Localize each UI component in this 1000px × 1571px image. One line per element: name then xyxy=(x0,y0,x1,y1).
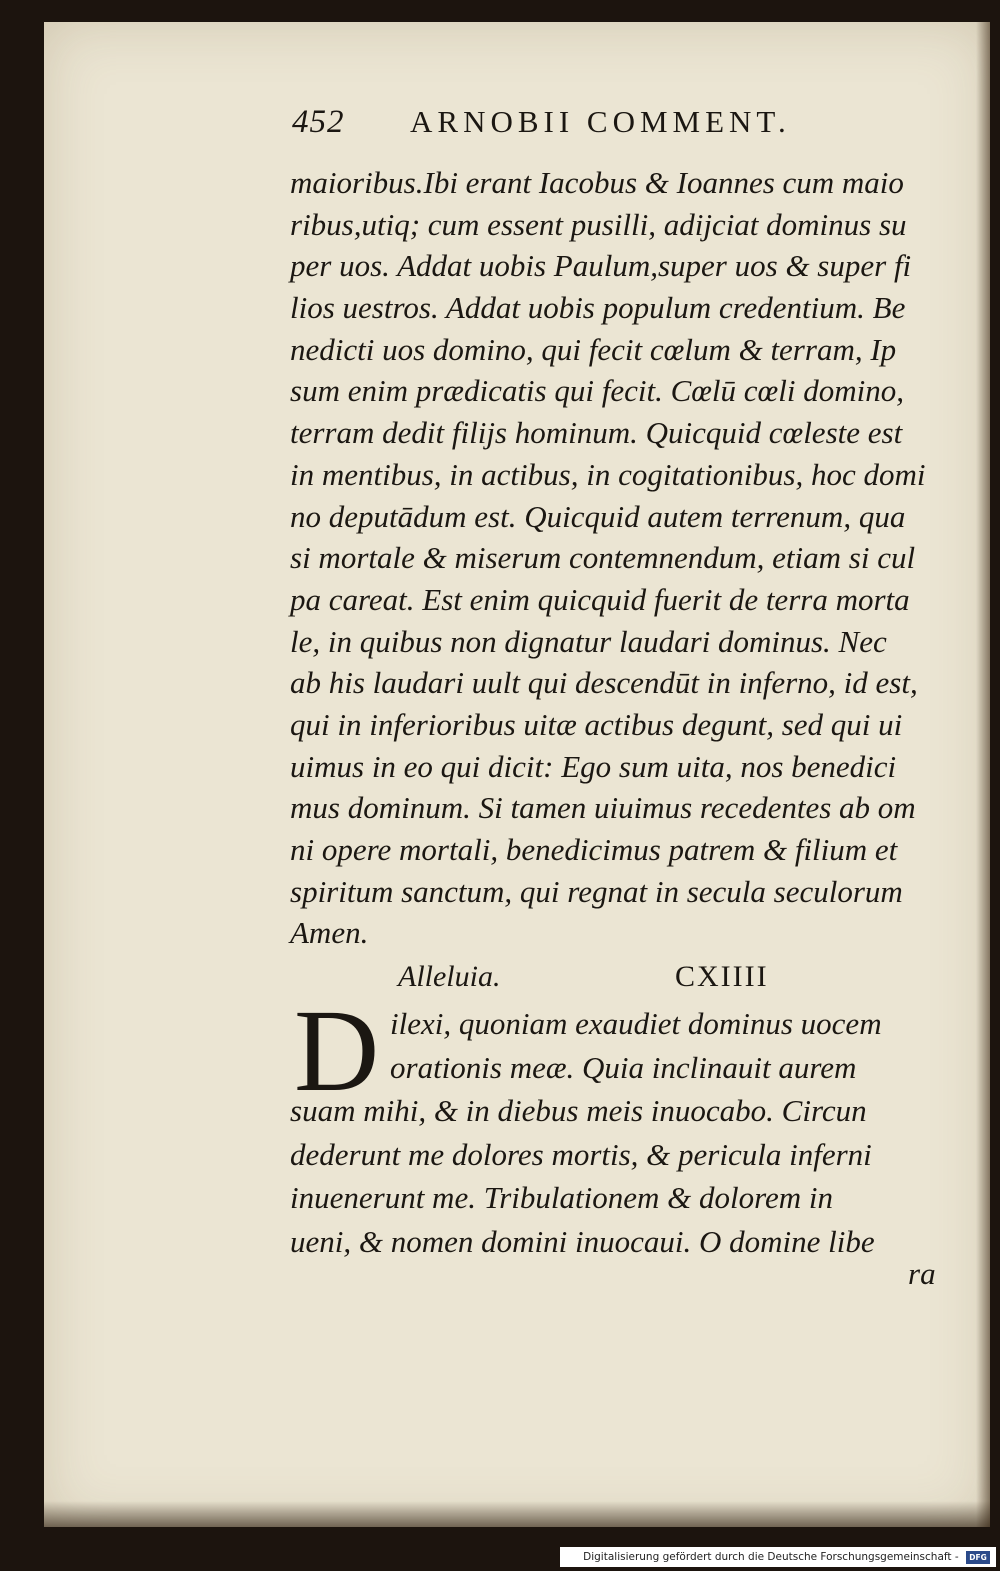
psalm-line: ueni, & nomen domini inuocaui. O domine libe xyxy=(290,1223,875,1259)
text-line: ribus,utiq; cum essent pusilli, adijciat dominus su xyxy=(290,206,907,242)
text-line: ab his laudari uult qui descendūt in inferno, id est, xyxy=(290,665,918,701)
text-line: si mortale & miserum contemnendum, etiam si cul xyxy=(290,540,916,576)
text-line: qui in inferioribus uitæ actibus degunt, sed qui ui xyxy=(290,706,903,742)
text-line: terram dedit filijs hominum. Quicquid cœleste est xyxy=(290,415,903,451)
text-line: pa careat. Est enim quicquid fuerit de terra morta xyxy=(290,581,910,617)
text-line: nedicti uos domino, qui fecit cœlum & terram, Ip xyxy=(290,331,897,367)
page-bottom-shadow xyxy=(44,1501,990,1527)
dfg-logo-icon: DFG xyxy=(966,1551,990,1564)
psalm-heading xyxy=(398,960,878,1002)
text-line: spiritum sanctum, qui regnat in secula seculorum xyxy=(290,873,903,909)
text-line: lios uestros. Addat uobis populum credentium. Be xyxy=(290,290,906,326)
psalm-line: dederunt me dolores mortis, & pericula inferni xyxy=(290,1136,872,1172)
text-line: le, in quibus non dignatur laudari dominus. Nec xyxy=(290,623,887,659)
psalm-line: orationis meæ. Quia inclinauit aurem xyxy=(390,1049,857,1085)
running-title: ARNOBII COMMENT. xyxy=(410,104,791,139)
text-line: no deputādum est. Quicquid autem terrenum, qua xyxy=(290,498,906,534)
commentary-text xyxy=(290,162,930,954)
text-line: ni opere mortali, benedicimus patrem & filium et xyxy=(290,832,898,867)
page-gutter-shadow xyxy=(976,22,990,1527)
drop-cap-initial: D xyxy=(294,985,380,1116)
footer-credit: Digitalisierung gefördert durch die Deutsche Forschungsgemeinschaft - xyxy=(583,1551,959,1563)
psalm-alleluia: Alleluia. xyxy=(398,960,501,993)
psalm-line: suam mihi, & in diebus meis inuocabo. Circun xyxy=(290,1093,867,1128)
text-line: Amen. xyxy=(290,915,369,951)
text-line: mus dominum. Si tamen uiuimus recedentes ab om xyxy=(290,790,916,826)
psalm-number: CXIIII xyxy=(675,960,769,993)
text-line: sum enim prædicatis qui fecit. Cœlū cœli domino, xyxy=(290,373,904,409)
running-head xyxy=(292,100,912,150)
page-number: 452 xyxy=(292,104,345,140)
catchword: ra xyxy=(908,1256,936,1291)
digitization-footer xyxy=(560,1547,996,1567)
text-line: maioribus.Ibi erant Iacobus & Ioannes cum maio xyxy=(290,165,904,200)
psalm-text xyxy=(290,1002,930,1263)
psalm-line: ilexi, quoniam exaudiet dominus uocem xyxy=(390,1006,882,1041)
text-line: per uos. Addat uobis Paulum,super uos & super fi xyxy=(290,248,912,284)
text-line: in mentibus, in actibus, in cogitationibus, hoc domi xyxy=(290,456,926,492)
psalm-line: inuenerunt me. Tribulationem & dolorem in xyxy=(290,1180,834,1215)
text-line: uimus in eo qui dicit: Ego sum uita, nos benedici xyxy=(290,748,897,784)
